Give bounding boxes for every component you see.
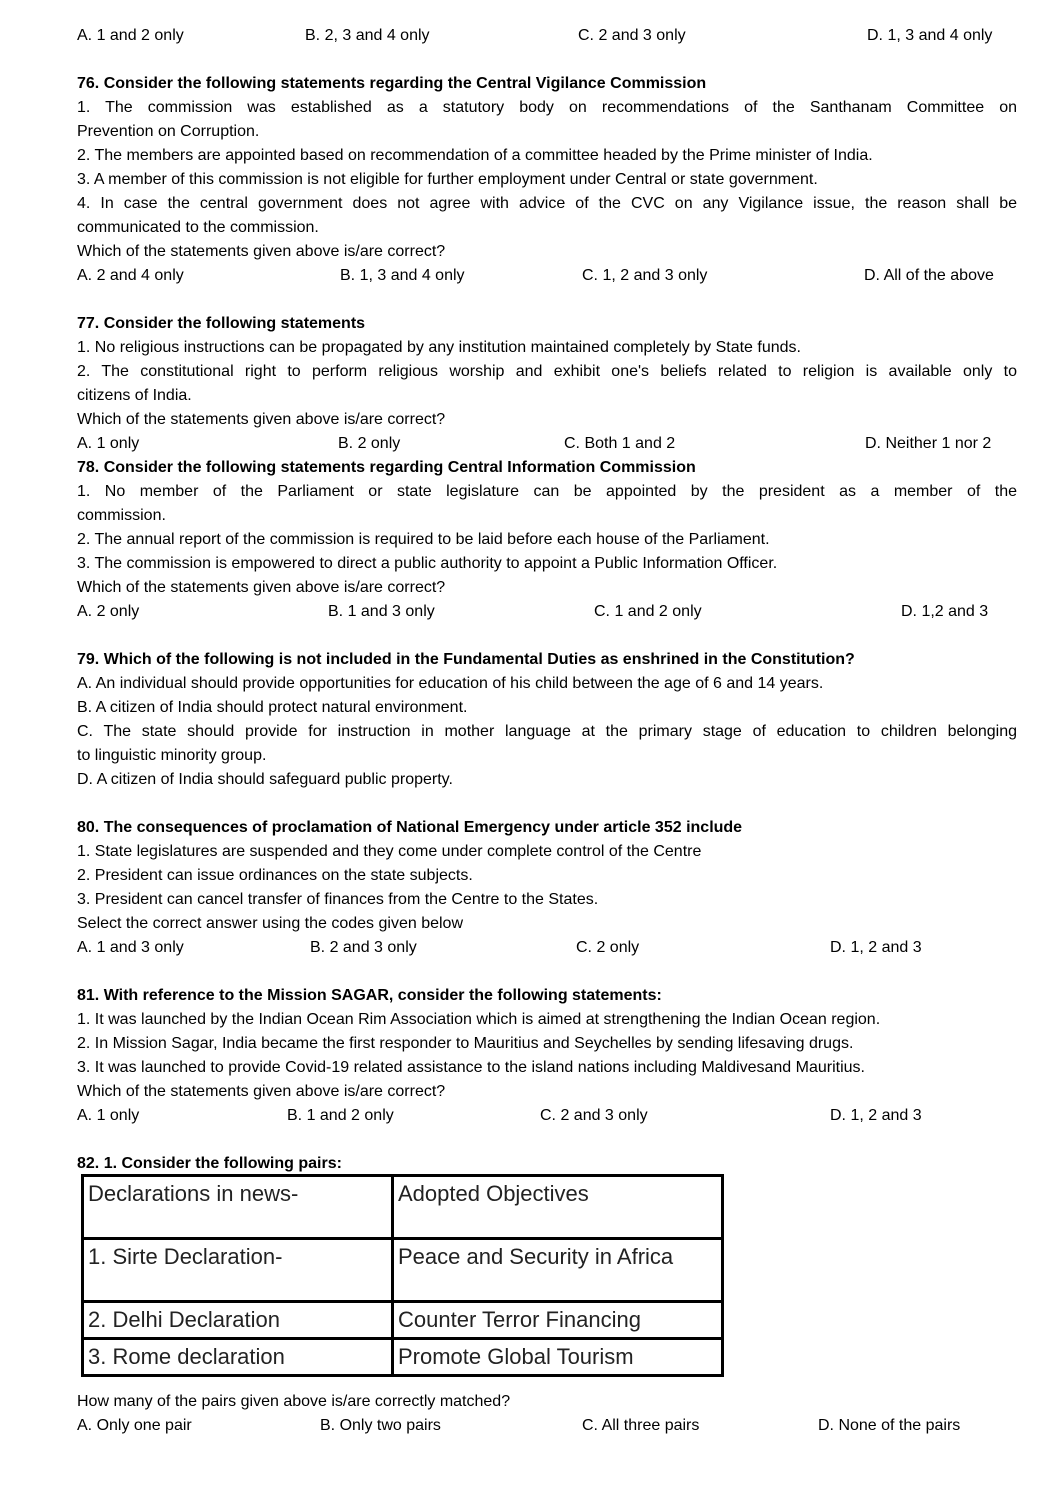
q79-title: 79. Which of the following is not included in the Fundamental Duties as enshrined in the Constitution? (77, 651, 855, 668)
q77-statement-1: 1. No religious instructions can be propagated by any institution maintained completely by State funds. (77, 339, 801, 356)
q81-statement-3: 3. It was launched to provide Covid-19 related assistance to the island nations including Maldivesand Mauritius. (77, 1059, 865, 1076)
q81-statement-2: 2. In Mission Sagar, India became the first responder to Mauritius and Seychelles by sending lifesaving drugs. (77, 1035, 854, 1052)
table-header-row (83, 1176, 723, 1239)
q82-footer (77, 1390, 1017, 1438)
q82-prompt: How many of the pairs given above is/are correctly matched? (77, 1393, 511, 1410)
q78-statement-3: 3. The commission is empowered to direct a public authority to appoint a Public Information Officer. (77, 555, 778, 572)
table-cell: Counter Terror Financing (393, 1302, 723, 1339)
q75-option-d: D. 1, 3 and 4 only (867, 27, 993, 44)
q80-statement-1: 1. State legislatures are suspended and they come under complete control of the Centre (77, 843, 702, 860)
q78-title: 78. Consider the following statements regarding Central Information Commission (77, 459, 696, 476)
q81-title: 81. With reference to the Mission SAGAR, consider the following statements: (77, 987, 662, 1004)
q75-option-b: B. 2, 3 and 4 only (305, 27, 430, 44)
q81-option-b: B. 1 and 2 only (287, 1107, 394, 1124)
q76-option-a: A. 2 and 4 only (77, 267, 184, 284)
q80-option-d: D. 1, 2 and 3 (830, 939, 922, 956)
q79-option-b: B. A citizen of India should protect natural environment. (77, 699, 468, 716)
q80-statement-3: 3. President can cancel transfer of finances from the Centre to the States. (77, 891, 599, 908)
q80-statement-2: 2. President can issue ordinances on the state subjects. (77, 867, 473, 884)
q76-title: 76. Consider the following statements regarding the Central Vigilance Commission (77, 75, 707, 92)
q78-statement-1: 1. No member of the Parliament or state legislature can be appointed by the president as a member of the (77, 483, 1017, 500)
q76-prompt: Which of the statements given above is/are correct? (77, 243, 446, 260)
q77-option-b: B. 2 only (338, 435, 401, 452)
table-cell: 3. Rome declaration (83, 1339, 393, 1376)
table-cell: 1. Sirte Declaration- (83, 1239, 393, 1302)
q82-options (77, 1414, 1017, 1438)
q76-statement-4-cont: communicated to the commission. (77, 219, 319, 236)
q79-option-d: D. A citizen of India should safeguard public property. (77, 771, 453, 788)
q76-option-b: B. 1, 3 and 4 only (340, 267, 465, 284)
q78-option-c: C. 1 and 2 only (594, 603, 702, 620)
q77-statement-2: 2. The constitutional right to perform religious worship and exhibit one's beliefs related to religion is available only to (77, 363, 1017, 380)
question-page (77, 24, 1017, 1176)
q81-statement-1: 1. It was launched by the Indian Ocean Rim Association which is aimed at strengthening the Indian Ocean region. (77, 1011, 881, 1028)
q82-option-c: C. All three pairs (582, 1417, 700, 1434)
q78-options (77, 600, 1017, 624)
table-cell: 2. Delhi Declaration (83, 1302, 393, 1339)
table-cell: Peace and Security in Africa (393, 1239, 723, 1302)
q76-options (77, 264, 1017, 288)
q81-prompt: Which of the statements given above is/are correct? (77, 1083, 446, 1100)
q81-option-a: A. 1 only (77, 1107, 140, 1124)
q76-option-d: D. All of the above (864, 267, 994, 284)
q80-option-c: C. 2 only (576, 939, 640, 956)
q77-options (77, 432, 1017, 456)
q77-option-d: D. Neither 1 nor 2 (865, 435, 992, 452)
q76-statement-1: 1. The commission was established as a statutory body on recommendations of the Santhanam Committee on (77, 99, 1017, 116)
q80-prompt: Select the correct answer using the codes given below (77, 915, 463, 932)
table-header-cell: Declarations in news- (83, 1176, 393, 1239)
q82-option-b: B. Only two pairs (320, 1417, 441, 1434)
q78-option-a: A. 2 only (77, 603, 140, 620)
q75-option-c: C. 2 and 3 only (578, 27, 686, 44)
q78-statement-1-cont: commission. (77, 507, 166, 524)
q77-option-a: A. 1 only (77, 435, 140, 452)
q78-statement-2: 2. The annual report of the commission is required to be laid before each house of the Parliament. (77, 531, 770, 548)
table-row (83, 1302, 723, 1339)
q80-option-b: B. 2 and 3 only (310, 939, 417, 956)
q79-option-c-cont: to linguistic minority group. (77, 747, 267, 764)
q77-option-c: C. Both 1 and 2 (564, 435, 676, 452)
q78-option-d: D. 1,2 and 3 (901, 603, 989, 620)
table-cell: Promote Global Tourism (393, 1339, 723, 1376)
q77-prompt: Which of the statements given above is/are correct? (77, 411, 446, 428)
q82-option-a: A. Only one pair (77, 1417, 192, 1434)
q81-option-d: D. 1, 2 and 3 (830, 1107, 922, 1124)
q76-statement-2: 2. The members are appointed based on recommendation of a committee headed by the Prime minister of India. (77, 147, 873, 164)
q77-statement-2-cont: citizens of India. (77, 387, 192, 404)
table-row (83, 1239, 723, 1302)
q82-option-d: D. None of the pairs (818, 1417, 961, 1434)
q82-title: 82. 1. Consider the following pairs: (77, 1155, 342, 1172)
q79-option-c: C. The state should provide for instruction in mother language at the primary stage of education to children belonging (77, 723, 1017, 740)
q81-option-c: C. 2 and 3 only (540, 1107, 648, 1124)
q75-options (77, 24, 1017, 48)
q80-option-a: A. 1 and 3 only (77, 939, 184, 956)
q76-statement-1-cont: Prevention on Corruption. (77, 123, 260, 140)
q80-options (77, 936, 1017, 960)
q77-title: 77. Consider the following statements (77, 315, 366, 332)
q76-option-c: C. 1, 2 and 3 only (582, 267, 708, 284)
q82-pairs-table (81, 1174, 724, 1377)
q78-option-b: B. 1 and 3 only (328, 603, 435, 620)
q76-statement-4: 4. In case the central government does not agree with advice of the CVC on any Vigilance issue, the reason shall be (77, 195, 1017, 212)
q76-statement-3: 3. A member of this commission is not eligible for further employment under Central or state government. (77, 171, 818, 188)
q75-option-a: A. 1 and 2 only (77, 27, 184, 44)
q80-title: 80. The consequences of proclamation of National Emergency under article 352 include (77, 819, 743, 836)
q79-option-a: A. An individual should provide opportunities for education of his child between the age of 6 and 14 years. (77, 675, 824, 692)
q81-options (77, 1104, 1017, 1128)
table-row (83, 1339, 723, 1376)
q78-prompt: Which of the statements given above is/are correct? (77, 579, 446, 596)
table-header-cell: Adopted Objectives (393, 1176, 723, 1239)
